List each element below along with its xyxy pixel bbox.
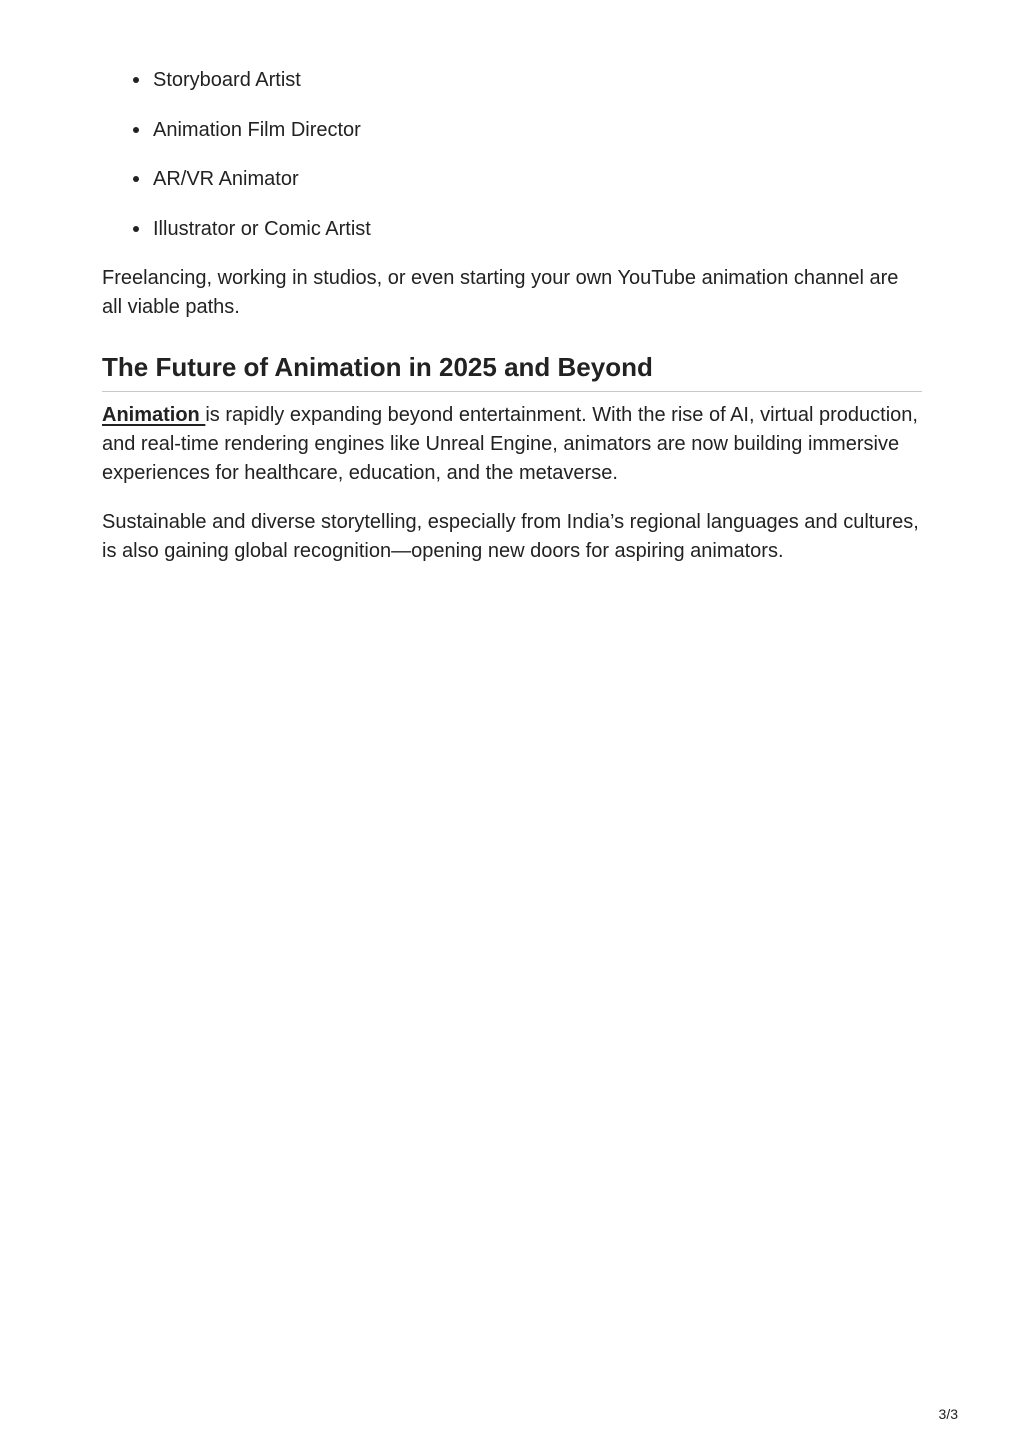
bullet-icon [133,226,139,232]
list-item-label: Storyboard Artist [153,69,301,91]
animation-link[interactable]: Animation [102,404,206,426]
section-heading: The Future of Animation in 2025 and Beyond [102,350,922,392]
sustainable-paragraph: Sustainable and diverse storytelling, especially from India’s regional languages and cultures, is also gaining global recognition—opening new doors for aspiring animators. [102,511,919,562]
article-content [102,66,922,566]
list-item-label: Animation Film Director [153,118,361,141]
list-item [153,66,922,95]
list-item [153,165,922,194]
list-item-label: Illustrator or Comic Artist [153,217,371,240]
bullet-icon [133,176,139,182]
bullet-icon [133,77,139,83]
future-paragraph-text: is rapidly expanding beyond entertainment. With the rise of AI, virtual production, and real-time rendering engines like Unreal Engine, animators are now building immersive experiences for healthcare, education, and the metaverse. [102,404,918,484]
list-item-label: AR/VR Animator [153,168,299,190]
page-number: 3/3 [938,1406,958,1422]
list-item [153,215,922,244]
career-list [102,66,922,244]
freelance-paragraph: Freelancing, working in studios, or even starting your own YouTube animation channel are all viable paths. [102,267,899,318]
list-item [153,116,922,145]
bullet-icon [133,127,139,133]
future-paragraph [102,401,922,488]
